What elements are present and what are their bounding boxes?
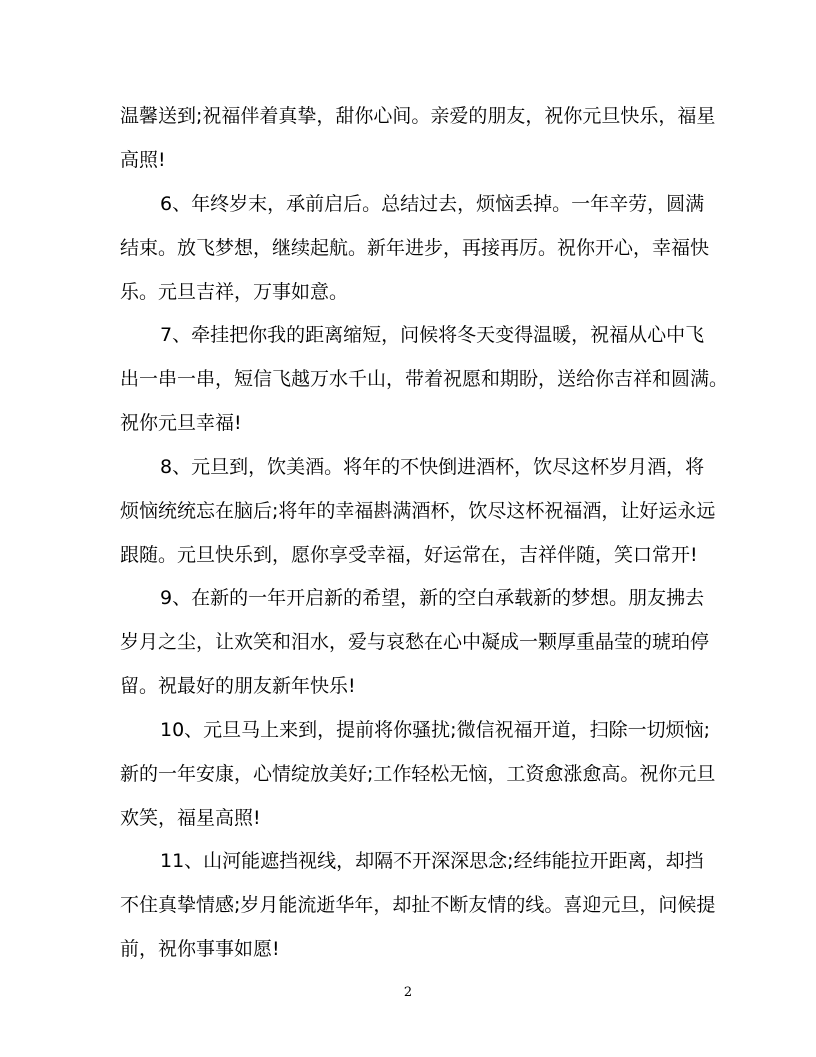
paragraph-1-line-2: 高照! (120, 149, 166, 171)
paragraph-11-line-3: 前，祝你事事如愿! (120, 938, 280, 960)
paragraph-10-line-3: 欢笑，福星高照! (120, 807, 261, 829)
paragraph-7-line-1: 7、牵挂把你我的距离缩短，问候将冬天变得温暖，祝福从心中飞 (160, 324, 705, 346)
paragraph-8-line-1: 8、元旦到，饮美酒。将年的不快倒进酒杯，饮尽这杯岁月酒，将 (160, 456, 705, 478)
paragraph-9-line-3: 留。祝最好的朋友新年快乐! (120, 675, 356, 697)
page-number: 2 (403, 985, 413, 1000)
paragraph-6-line-3: 乐。元旦吉祥，万事如意。 (120, 281, 349, 303)
paragraph-8-line-2: 烦恼统统忘在脑后;将年的幸福斟满酒杯，饮尽这杯祝福酒，让好运永远 (120, 500, 716, 522)
paragraph-10-line-2: 新的一年安康，心情绽放美好;工作轻松无恼，工资愈涨愈高。祝你元旦 (120, 763, 716, 785)
paragraph-8-line-3: 跟随。元旦快乐到，愿你享受幸福，好运常在，吉祥伴随，笑口常开! (120, 544, 698, 566)
paragraph-7-line-3: 祝你元旦幸福! (120, 412, 242, 434)
paragraph-1-line-1: 温馨送到;祝福伴着真挚，甜你心间。亲爱的朋友，祝你元旦快乐，福星 (120, 105, 716, 127)
paragraph-11-line-1: 11、山河能遮挡视线，却隔不开深深思念;经纬能拉开距离，却挡 (160, 850, 704, 872)
paragraph-6-line-1: 6、年终岁末，承前启后。总结过去，烦恼丢掉。一年辛劳，圆满 (160, 193, 705, 215)
paragraph-6-line-2: 结束。放飞梦想，继续起航。新年进步，再接再厉。祝你开心，幸福快 (120, 237, 710, 259)
paragraph-11-line-2: 不住真挚情感;岁月能流逝华年，却扯不断友情的线。喜迎元旦，问候提 (120, 894, 716, 916)
paragraph-9-line-2: 岁月之尘，让欢笑和泪水，爱与哀愁在心中凝成一颗厚重晶莹的琥珀停 (120, 631, 710, 653)
paragraph-10-line-1: 10、元旦马上来到，提前将你骚扰;微信祝福开道，扫除一切烦恼; (160, 719, 710, 741)
paragraph-9-line-1: 9、在新的一年开启新的希望，新的空白承载新的梦想。朋友拂去 (160, 587, 705, 609)
paragraph-7-line-2: 出一串一串，短信飞越万水千山，带着祝愿和期盼，送给你吉祥和圆满。 (120, 368, 729, 390)
